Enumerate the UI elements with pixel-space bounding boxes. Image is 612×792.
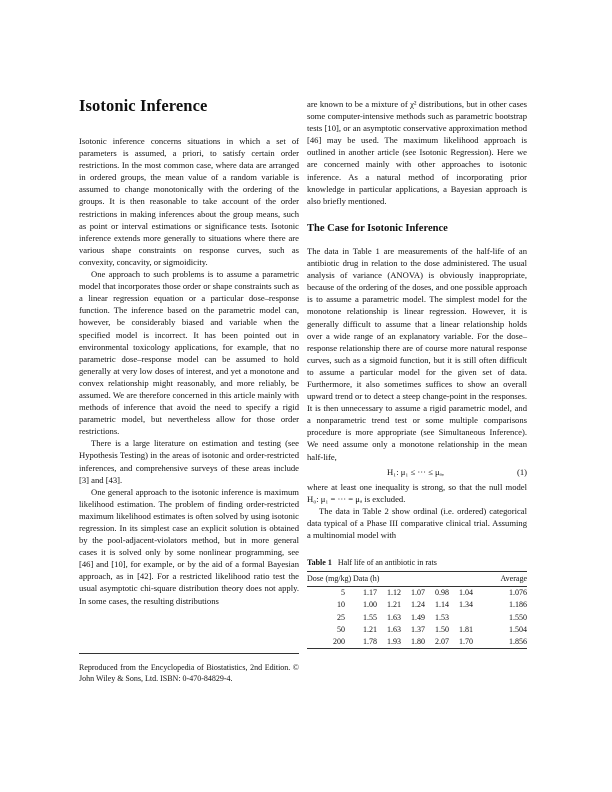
table-cell: 1.856 xyxy=(473,636,527,649)
table-cell: 200 xyxy=(307,636,353,649)
table-cell: 50 xyxy=(337,624,345,634)
paragraph: where at least one inequality is strong, so that the null model H₀: μ₁ = ··· = μₐ is excluded. xyxy=(307,481,527,504)
table-cell: 1.21 xyxy=(387,600,401,610)
table-cell: 1.93 xyxy=(377,636,401,649)
paragraph: are known to be a mixture of χ² distributions, but in other cases some computer-intensive methods such as parametric bootstrap tests [10], or an asymptotic conservative approximation method [46] may be used. The maximum likelihood approach is outlined in another article (see Isotonic Regression). Here we are concerned mainly with other approaches to isotonic inference. As a natural method of incorporating prior knowledge in particular applications, a Bayesian approach is also briefly mentioned. xyxy=(307,99,527,206)
table-cell: 5 xyxy=(341,588,345,598)
table-cell: 1.63 xyxy=(387,624,401,634)
table-cell: 0.98 xyxy=(435,588,449,598)
table-row xyxy=(307,587,527,600)
table-cell xyxy=(449,612,473,624)
table-cell: 1.550 xyxy=(509,612,527,622)
table-cell: 1.504 xyxy=(509,624,527,634)
table-body xyxy=(307,587,527,648)
paragraph: There is a large literature on estimation and testing (see Hypothesis Testing) in the areas of isotonic and order-restricted inferences, and comprehensive surveys of these areas include [3] and [43]. xyxy=(79,438,299,485)
data-table xyxy=(307,571,527,649)
table-cell: 1.78 xyxy=(353,636,377,649)
table-cell: 25 xyxy=(337,612,345,622)
table-cell: 1.24 xyxy=(411,600,425,610)
article-title: Isotonic Inference xyxy=(79,96,208,115)
paragraph: The data in Table 1 are measurements of the half-life of an antibiotic drug in relation to the dose administered. The usual analysis of variance (ANOVA) is obviously inappropriate, because of the ordering of the doses, and one possible approach is to assume a parametric model. The simplest model for the monotone relationship is linear regression. However, it is generally difficult to assume that a linear relationship holds over a wide range of an explanatory variable. For the dose–response relationship there are of course more natural response curves, such as a sigmoid function, but it is still often difficult to assume a particular model for the given set of data. Furthermore, it also sometimes suffices to show an overall upward trend or to detect a steep change-point in the responses. It is then unnecessary to assume a rigid parametric model, and a nonparametric trend test or some multiple comparisons procedure is more appropriate (see Simultaneous Inference). We need assume only a monotone relationship in the mean half-life, xyxy=(307,245,527,462)
table-cell: 1.34 xyxy=(459,600,473,610)
table-cell: 1.04 xyxy=(459,588,473,598)
table-cell: 10 xyxy=(337,600,345,610)
table-cell: 1.076 xyxy=(509,588,527,598)
table-caption-text: Half life of an antibiotic in rats xyxy=(337,558,437,568)
table-row xyxy=(307,599,527,611)
table-cell: 1.00 xyxy=(363,600,377,610)
table-cell: 1.81 xyxy=(459,624,473,634)
paragraph: Isotonic inference concerns situations in which a set of parameters is assumed, a priori, to satisfy certain order restrictions. In the most common case, where data are arranged in ordered groups, the mean value of a random variable is assumed to change monotonically with the ordering of the groups. It is then reasonable to take account of the order restrictions in making inferences about the group means, such as point or interval estimations or significance tests. Isotonic inference extends more generally to situations where there are various shape constraints on response curves, such as convexity, concavity, or sigmoidicity. xyxy=(79,136,299,267)
table-cell: 1.53 xyxy=(435,612,449,622)
table-cell: 1.37 xyxy=(411,624,425,634)
equation xyxy=(307,466,527,478)
left-column xyxy=(79,135,299,607)
table-cell: 1.12 xyxy=(387,588,401,598)
table-row xyxy=(307,624,527,636)
footnote: Reproduced from the Encyclopedia of Biostatistics, 2nd Edition. © John Wiley & Sons, Ltd. ISBN: 0-470-84829-4. xyxy=(79,653,299,684)
paragraph: One general approach to the isotonic inference is maximum likelihood estimation. The problem of finding order-restricted maximum likelihood estimates is often solved by using isotonic regression. In its simplest case an explicit solution is obtained by the pool-adjacent-violators method, but in more general cases it is solved only by some nonlinear programming, see [46] and [10], for example, or by the aid of a formal Bayesian approach, as in [42]. For a restricted likelihood ratio test the usual asymptotic chi-square distribution theory does not apply. In some cases, the resulting distributions xyxy=(79,486,299,606)
table-header: Data (h) xyxy=(353,572,473,587)
paragraph: The data in Table 2 show ordinal (i.e. ordered) categorical data typical of a Phase III comparative clinical trial. Assuming a multinomial model with xyxy=(307,505,527,541)
table-cell: 1.55 xyxy=(363,612,377,622)
right-column xyxy=(307,98,527,649)
table-cell: 1.70 xyxy=(449,636,473,649)
table-cell: 1.50 xyxy=(435,624,449,634)
paragraph: One approach to such problems is to assume a parametric model that incorporates those order or shape constraints such as a linear regression equation or a particular dose–response function. The inference based on the parametric model can, however, be considerably biased and variable when the specified model is incorrect. It has been pointed out in environmental toxicology applications, for example, that no parametric dose–response model can be assumed to hold generally at very low doses of interest, and yet a monotone and convex relationship might reasonably, and more reliably, be assumed. We are therefore concerned in this article mainly with methods of inference that avoid the need to specify a rigid parametric model, but nevertheless allow for those order restrictions. xyxy=(79,269,299,437)
table-cell: 1.49 xyxy=(411,612,425,622)
table-cell: 1.17 xyxy=(363,588,377,598)
table-cell: 2.07 xyxy=(425,636,449,649)
table-cell: 1.63 xyxy=(387,612,401,622)
table-header: Dose (mg/kg) xyxy=(307,572,353,587)
table-row xyxy=(307,636,527,649)
section-heading: The Case for Isotonic Inference xyxy=(307,222,448,234)
equation-number: (1) xyxy=(516,466,527,477)
table-header: Average xyxy=(473,572,527,587)
table-cell: 1.80 xyxy=(401,636,425,649)
table-label: Table 1 xyxy=(307,558,332,568)
table-caption xyxy=(307,557,527,569)
table-cell: 1.14 xyxy=(435,600,449,610)
table-cell: 1.186 xyxy=(509,600,527,610)
table-row xyxy=(307,612,527,624)
table-cell: 1.07 xyxy=(411,588,425,598)
table-cell: 1.21 xyxy=(363,624,377,634)
equation-body: H₁: μ₁ ≤ ··· ≤ μₐ, xyxy=(387,466,445,477)
